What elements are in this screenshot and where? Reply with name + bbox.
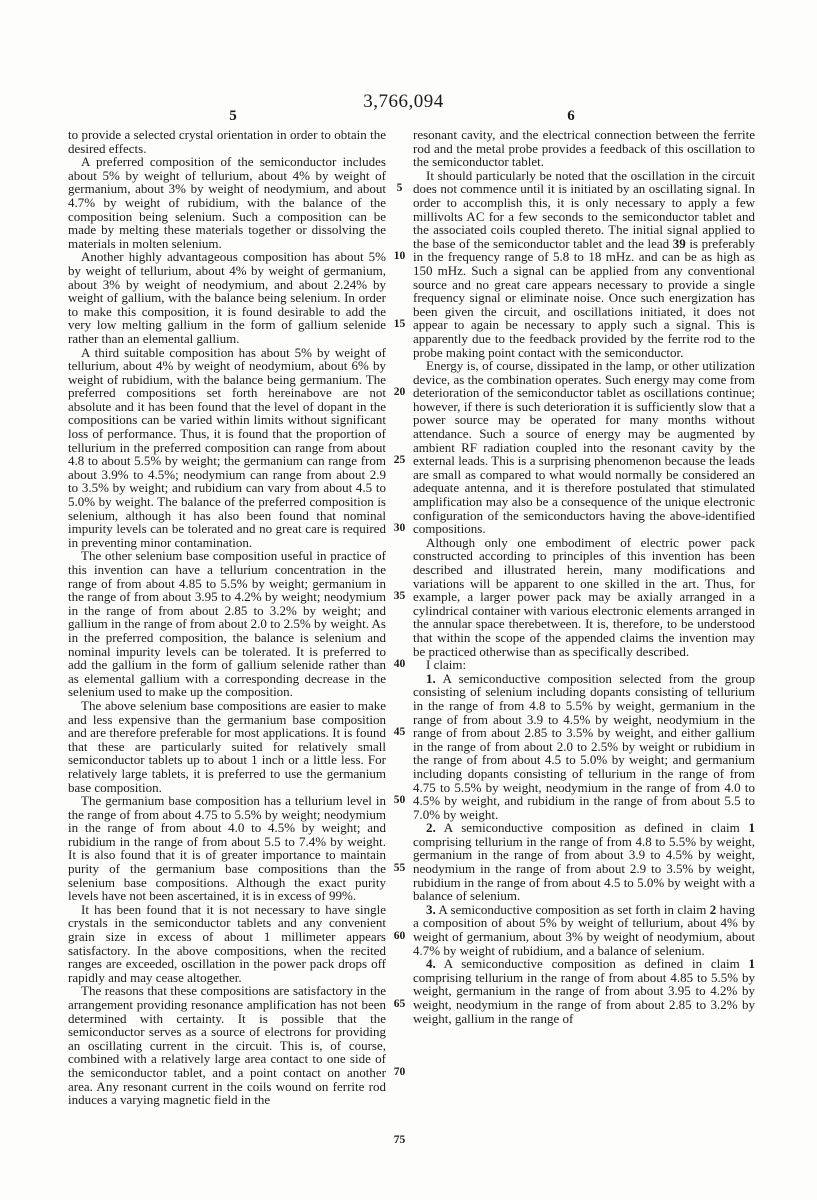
body-text: A semiconductive composition as defined in claim [435, 820, 749, 836]
body-text: The other selenium base composition useful in practice of this invention can have a tellurium concentration in the range of from about 4.85 to 5.5% by weight; germanium in the range of from about 3.95 to 4.2% by weight; neodymium in the range of from about 2.85 to 3.2% by weight; and gallium in the range of from about 2.0 to 2.5% by weight. As in the preferred composition, the balance is selenium and nominal impurity levels can be tolerated. It is preferred to add the gallium in the form of gallium selenide rather than as elemental gallium with a corresponding decrease in the selenium used to make up the composition. [68, 548, 386, 700]
column-number-right: 6 [567, 108, 575, 124]
paragraph [413, 359, 755, 536]
column-number-left: 5 [229, 108, 237, 124]
paragraph [413, 128, 755, 169]
paragraph [413, 903, 755, 957]
body-text: It has been found that it is not necessary to have single crystals in the semiconductor tablets and any convenient grain size in excess of about 1 millimeter appears satisfactory. In the above compositions, when the recited ranges are exceeded, oscillation in the power pack drops off rapidly and may cease altogether. [68, 901, 386, 985]
line-number: 60 [393, 930, 406, 943]
column-5-text [68, 128, 386, 1107]
body-text: A semiconductive composition as set forth in claim [435, 901, 710, 917]
paragraph [413, 957, 755, 1025]
paragraph [68, 346, 386, 550]
body-text: A semiconductive composition as defined in claim [435, 956, 749, 972]
line-number: 20 [393, 386, 406, 399]
line-number: 75 [393, 1134, 406, 1147]
body-text: Energy is, of course, dissipated in the lamp, or other utilization device, as the combination operates. Such energy may come from deterioration of the semiconductor tablet as oscillations continue; however, if there is such deterioration it is sufficiently slow that a power source may be operated for many months without attendance. Such a source of energy may be augmented by ambient RF radiation coupled into the resonant cavity by the external leads. This is a surprising phenomenon because the leads are small as compared to what would normally be considered an adequate antenna, and it is therefore postulated that stimulated amplification may also be a consequence of the unique electronic configuration of the semiconductors having the above-identified compositions. [413, 358, 755, 537]
paragraph [68, 903, 386, 985]
paragraph [68, 155, 386, 250]
line-number-gutter [386, 128, 413, 1147]
body-text: having a composition of about 5% by weight of tellurium, about 4% by weight of germanium, about 3% by weight of neodymium, about 4.7% by weight of rubidium, and a balance of selenium. [413, 901, 756, 958]
paragraph [413, 821, 755, 903]
line-number: 50 [393, 794, 406, 807]
body-text: Another highly advantageous composition has about 5% by weight of tellurium, about 4% by weight of germanium, about 3% by weight of neodymium, and about 2.24% by weight of gallium, with the balance being selenium. In order to make this composition, it is found desirable to add the very low melting gallium in the form of gallium selenide rather than an elemental gallium. [68, 249, 386, 346]
line-number: 5 [396, 182, 403, 195]
body-text: to provide a selected crystal orientation in order to obtain the desired effects. [68, 127, 386, 156]
body-text: A semiconductive composition selected from the group consisting of selenium including dopants consisting of tellurium in the range of from 4.8 to 5.5% by weight, germanium in the range of from about 3.9 to 4.5% by weight, neodymium in the range of from about 2.85 to 3.5% by weight, and either gallium in the range of from about 2.0 to 2.5% by weight or rubidium in the range of from about 4.5 to 5.0% by weight; and germanium including dopants consisting of tellurium in the range of from 4.75 to 5.5% by weight, neodymium in the range of from 4.0 to 4.5% by weight, and rubidium in the range of from about 5.5 to 7.0% by weight. [413, 670, 755, 822]
bold-text: 1 [748, 820, 755, 836]
line-number: 65 [393, 998, 406, 1011]
bold-text: 2 [709, 901, 717, 917]
paragraph [68, 984, 386, 1106]
column-6-text [413, 128, 755, 1107]
body-text: I claim: [426, 657, 467, 673]
bold-text: 3. [426, 901, 436, 917]
paragraph [68, 699, 386, 794]
paragraph [413, 672, 755, 822]
page-body [68, 127, 756, 1147]
body-text: The above selenium base compositions are easier to make and less expensive than the germanium base composition and are therefore preferable for most applications. It is found that these are particularly suited for relatively small semiconductor tablets up to about 1 inch or a little less. For relatively large tablets, it is preferred to use the germanium base composition. [68, 697, 386, 795]
bold-text: 4. [426, 956, 436, 972]
line-number: 30 [393, 522, 406, 535]
paragraph [68, 794, 386, 903]
patent-number: 3,766,094 [363, 91, 444, 112]
body-text: The germanium base composition has a tellurium level in the range of from about 4.75 to 5.5% by weight; neodymium in the range of from about 4.0 to 4.5% by weight; and rubidium in the range of from about 5.5 to 7.4% by weight. It is also found that it is of greater importance to maintain purity of the germanium base compositions than the selenium base compositions. Although the exact purity levels have not been ascertained, it is in excess of 99%. [68, 793, 386, 904]
body-text: A third suitable composition has about 5% by weight of tellurium, about 4% by weight of neodymium, about 6% by weight of rubidium, with the balance being germanium. The preferred compositions set forth hereinabove are not absolute and it has been found that the level of dopant in the compositions can be varied within limits without significant loss of performance. Thus, it is found that the proportion of tellurium in the preferred composition can range from about 4.8 to about 5.5% by weight; the germanium can range from about 3.9% to 4.5%; neodymium can range from about 2.9 to 3.5% by weight; and rubidium can vary from about 4.5 to 5.0% by weight. The balance of the preferred composition is selenium, although it has also been found that nominal impurity levels can be tolerated and no great care is required in preventing minor contamination. [68, 344, 386, 550]
body-text: comprising tellurium in the range of from 4.8 to 5.5% by weight, germanium in the range of from about 3.9 to 4.5% by weight, neodymium in the range of from about 2.9 to 3.5% by weight, rubidium in the range of from about 4.5 to 5.0% by weight with a balance of selenium. [413, 833, 755, 904]
paragraph [413, 169, 755, 359]
paragraph [68, 250, 386, 345]
bold-text: 39 [672, 235, 686, 251]
bold-text: 1. [426, 670, 436, 686]
line-number: 40 [393, 658, 406, 671]
body-text: is preferably in the frequency range of 5.8 to 18 mHz. and can be as high as 150 mHz. Such a signal can be applied from any conventional source and no great care appears necessary to provide a single frequency signal or eliminate noise. Once such energization has been given the circuit, and oscillations initiated, it does not appear to again be necessary to apply such a signal. This is apparently due to the feedback provided by the ferrite rod to the probe making point contact with the semiconductor. [413, 235, 755, 360]
line-number: 70 [393, 1066, 406, 1079]
paragraph [68, 128, 386, 155]
paragraph [413, 536, 755, 658]
line-number: 10 [393, 250, 406, 263]
paragraph [68, 549, 386, 699]
bold-text: 2. [426, 820, 436, 836]
line-number: 25 [393, 454, 406, 467]
body-text: Although only one embodiment of electric power pack constructed according to principles of this invention has been described and illustrated herein, many modifications and variations will be apparent to one skilled in the art. Thus, for example, a larger power pack may be axially arranged in a cylindrical container with various electronic elements arranged in the annular space therebetween. It is, therefore, to be understood that within the scope of the appended claims the invention may be practiced otherwise than as specifically described. [413, 534, 755, 659]
body-text: The reasons that these compositions are satisfactory in the arrangement providing resonance amplification has not been determined with certainty. It is possible that the semiconductor serves as a source of electrons for providing an oscillating current in the circuit. This is, of course, combined with a relatively large area contact to one side of the semiconductor tablet, and a point contact on another area. Any resonant current in the coils wound on ferrite rod induces a varying magnetic field in the [68, 983, 386, 1108]
line-number: 45 [393, 726, 406, 739]
line-number: 35 [393, 590, 406, 603]
body-text: It should particularly be noted that the oscillation in the circuit does not commence until it is initiated by an oscillating signal. In order to accomplish this, it is only necessary to apply a few millivolts AC for a few seconds to the semiconductor tablet and the associated coils coupled thereto. The initial signal applied to the base of the semiconductor tablet and the lead [413, 167, 755, 251]
bold-text: 1 [748, 956, 755, 972]
line-number: 15 [393, 318, 406, 331]
body-text: comprising tellurium in the range of from about 4.85 to 5.5% by weight, germanium in the range of from about 3.95 to 4.2% by weight, neodymium in the range of from about 2.85 to 3.2% by weight, gallium in the range of [413, 969, 755, 1026]
body-text: A preferred composition of the semiconductor includes about 5% by weight of tellurium, about 4% by weight of germanium, about 3% by weight of neodymium, and about 4.7% by weight of rubidium, with the balance of the composition being selenium. Such a composition can be made by melting these materials together or dissolving the materials in molten selenium. [68, 154, 386, 251]
paragraph [413, 658, 755, 672]
line-number: 55 [393, 862, 406, 875]
body-text: resonant cavity, and the electrical connection between the ferrite rod and the metal probe provides a feedback of this oscillation to the semiconductor tablet. [413, 127, 755, 170]
